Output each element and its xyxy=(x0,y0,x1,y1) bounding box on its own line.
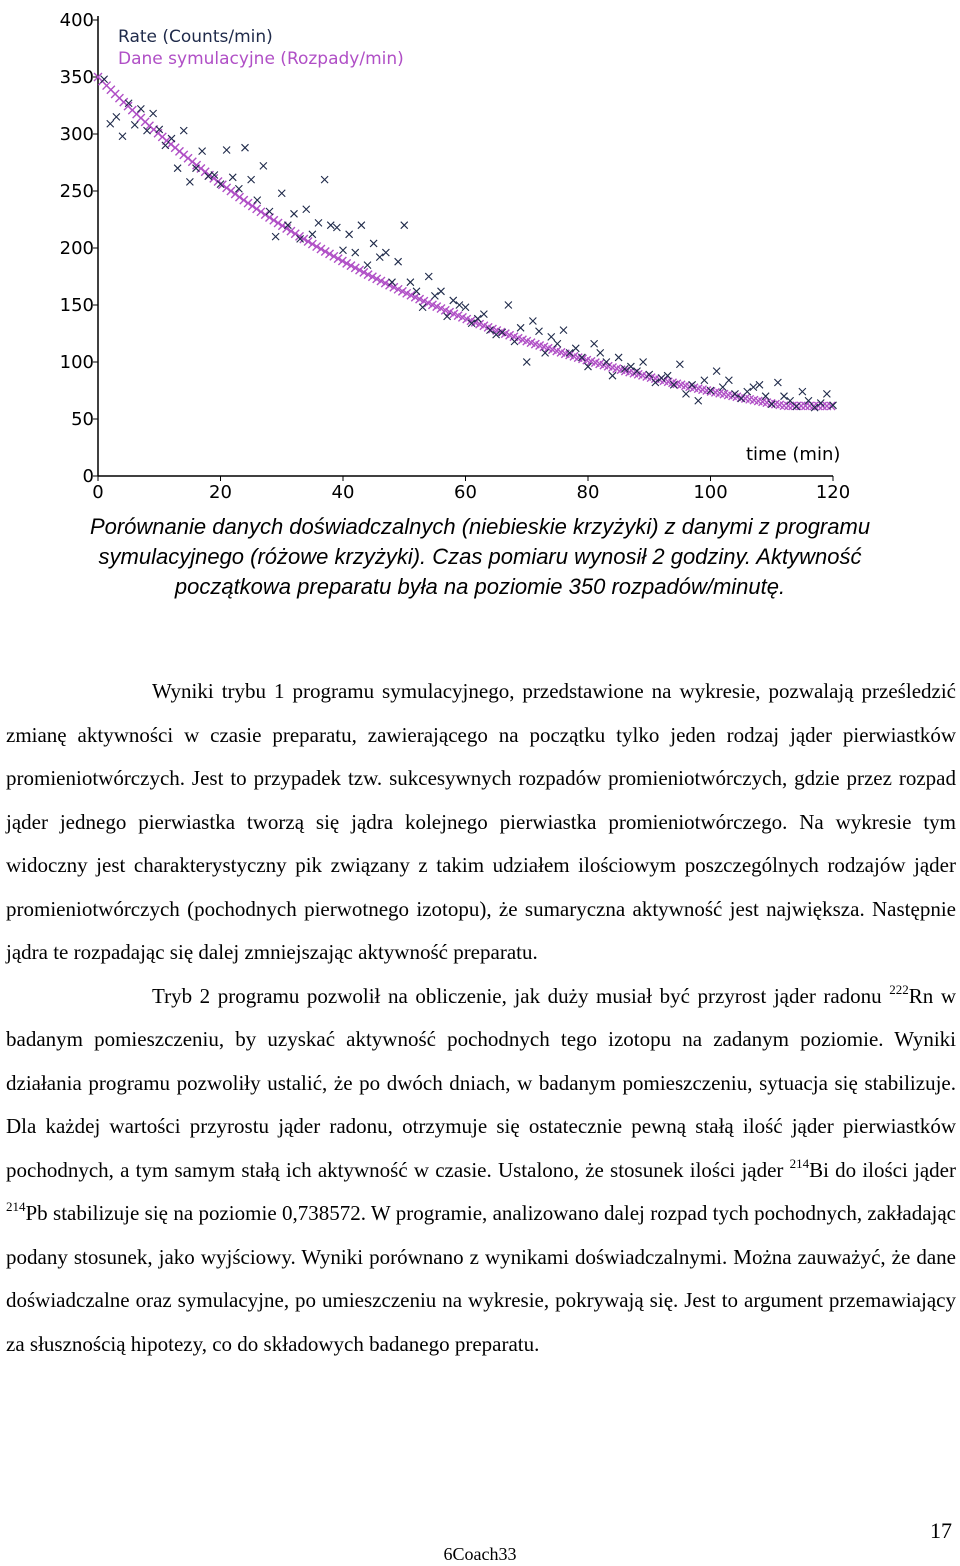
y-tick-label: 100 xyxy=(59,352,94,373)
data-point xyxy=(664,372,671,379)
data-point xyxy=(615,354,622,361)
data-point xyxy=(119,133,126,140)
x-tick-label: 20 xyxy=(209,482,232,503)
p2-text-2: Rn w badanym pomieszczeniu, by uzyskać aktywność pochodnych tego izotopu na zadanym poziomie. Wyniki działania programu pozwoliły ustalić, że po dwóch dniach, w badanym pomieszczeniu, sytuacja się stabilizuje. Dla każdej wartości przyrostu jąder radonu, otrzymuje się ostatecznie pewną stałą ilość jąder pierwiastków pochodnych, a tym samym stałą ich aktywność w czasie. Ustalono, że stosunek ilości jąder xyxy=(6,983,956,1182)
caption-line: początkowa preparatu była na poziomie 350 rozpadów/minutę. xyxy=(174,574,786,599)
data-point xyxy=(517,324,524,331)
sim-point xyxy=(227,187,235,195)
data-point xyxy=(315,219,322,226)
x-axis-label: time (min) xyxy=(746,444,841,465)
data-point xyxy=(572,345,579,352)
x-tick-label: 0 xyxy=(92,482,104,503)
data-point xyxy=(536,328,543,335)
data-point xyxy=(658,374,665,381)
data-point xyxy=(450,297,457,304)
sim-point xyxy=(270,216,278,224)
sim-point xyxy=(235,193,243,201)
data-point xyxy=(321,176,328,183)
isotope-mass-pb: 214 xyxy=(6,1199,26,1214)
data-point xyxy=(431,292,438,299)
sim-point xyxy=(223,184,231,192)
sim-point xyxy=(257,208,265,216)
data-point xyxy=(131,121,138,128)
sim-point xyxy=(819,402,827,410)
data-point xyxy=(113,113,120,120)
data-point xyxy=(358,222,365,229)
sim-point xyxy=(253,205,261,213)
y-tick-label: 350 xyxy=(59,67,94,88)
body-text xyxy=(6,670,956,1366)
isotope-mass-rn: 222 xyxy=(889,981,909,997)
data-point xyxy=(799,388,806,395)
data-point xyxy=(333,224,340,231)
x-tick-label: 100 xyxy=(693,482,728,503)
data-point xyxy=(382,249,389,256)
data-point xyxy=(425,273,432,280)
data-point xyxy=(523,359,530,366)
data-point xyxy=(346,231,353,238)
sim-point xyxy=(201,168,209,176)
data-point xyxy=(781,393,788,400)
data-point xyxy=(701,377,708,384)
data-point xyxy=(756,381,763,388)
y-tick-label: 250 xyxy=(59,181,94,202)
data-point xyxy=(291,210,298,217)
sim-point xyxy=(240,196,248,204)
figure-caption xyxy=(40,512,920,602)
data-point xyxy=(591,340,598,347)
paragraph-mode-2 xyxy=(6,975,956,1367)
data-point xyxy=(627,363,634,370)
y-tick-label: 400 xyxy=(59,10,94,31)
data-point xyxy=(407,279,414,286)
x-tick-label: 120 xyxy=(815,482,851,503)
p2-text-3: Bi do ilości jąder xyxy=(809,1157,956,1182)
data-point xyxy=(725,377,732,384)
data-point xyxy=(376,254,383,261)
y-tick-label: 150 xyxy=(59,295,94,316)
data-point xyxy=(419,304,426,311)
data-point xyxy=(750,384,757,391)
data-point xyxy=(744,388,751,395)
chart-legend xyxy=(118,27,404,69)
data-point xyxy=(254,197,261,204)
sim-point xyxy=(231,190,239,198)
data-point xyxy=(695,397,702,404)
sim-point xyxy=(274,219,282,227)
data-point xyxy=(340,247,347,254)
data-point xyxy=(260,162,267,169)
data-point xyxy=(529,317,536,324)
data-point xyxy=(327,222,334,229)
data-point xyxy=(597,349,604,356)
y-tick-label: 0 xyxy=(82,466,94,487)
page-number: 17 xyxy=(930,1518,952,1543)
data-point xyxy=(401,222,408,229)
data-point xyxy=(640,359,647,366)
data-point xyxy=(223,146,230,153)
legend-simulation: Dane symulacyjne (Rozpady/min) xyxy=(118,49,404,69)
sim-point xyxy=(304,238,312,246)
data-point xyxy=(309,231,316,238)
data-point xyxy=(266,208,273,215)
data-point xyxy=(609,372,616,379)
p2-text-1: Tryb 2 programu pozwolił na obliczenie, jak duży musiał być przyrost jąder radonu xyxy=(152,983,890,1008)
y-tick-label: 200 xyxy=(59,238,94,259)
data-point xyxy=(474,315,481,322)
data-point xyxy=(713,368,720,375)
data-point xyxy=(278,190,285,197)
data-point xyxy=(652,379,659,386)
sim-point xyxy=(248,202,256,210)
footer-label: 6Coach33 xyxy=(443,1544,517,1564)
data-point xyxy=(774,379,781,386)
data-point xyxy=(229,174,236,181)
data-point xyxy=(676,361,683,368)
data-point xyxy=(548,333,555,340)
data-point xyxy=(364,262,371,269)
legend-experimental: Rate (Counts/min) xyxy=(118,27,273,47)
data-point xyxy=(554,340,561,347)
data-point xyxy=(248,176,255,183)
data-point xyxy=(487,327,494,334)
data-point xyxy=(180,127,187,134)
data-point xyxy=(199,148,206,155)
simulation-series xyxy=(94,73,835,410)
data-point xyxy=(683,390,690,397)
data-point xyxy=(303,206,310,213)
data-point xyxy=(395,258,402,265)
x-tick-label: 40 xyxy=(331,482,355,503)
x-tick-label: 60 xyxy=(454,482,477,503)
chart-ticks xyxy=(60,10,851,503)
p2-text-4: Pb stabilizuje się na poziomie 0,738572. W programie, analizowano dalej rozpad tych pochodnych, zakładając podany stosunek, jako wyjściowy. Wyniki porównano z wynikami doświadczalnymi. Można zauważyć, że dane doświadczalne oraz symulacyjne, po umieszczeniu na wykresie, pokrywają się. Jest to argument przemawiający za słusznością hipotezy, co do składowych badanego preparatu. xyxy=(6,1201,956,1356)
data-point xyxy=(150,110,157,117)
caption-line: symulacyjnego (różowe krzyżyki). Czas pomiaru wynosił 2 godziny. Aktywność xyxy=(98,544,862,569)
y-tick-label: 300 xyxy=(59,124,94,145)
data-point xyxy=(505,302,512,309)
x-tick-label: 80 xyxy=(576,482,600,503)
data-point xyxy=(560,327,567,334)
data-point xyxy=(162,142,169,149)
data-point xyxy=(462,304,469,311)
data-point xyxy=(511,338,518,345)
sim-point xyxy=(261,211,269,219)
experimental-series xyxy=(101,76,837,411)
data-point xyxy=(480,311,487,318)
y-tick-label: 50 xyxy=(71,409,94,430)
paragraph-mode-1: Wyniki trybu 1 programu symulacyjnego, przedstawione na wykresie, pozwalają prześledzić zmianę aktywności w czasie preparatu, zawierającego na początku tylko jeden rodzaj jąder pierwiastków promieniotwórczych. Jest to przypadek tzw. sukcesywnych rozpadów promieniotwórczych, gdzie przez rozpad jąder jednego pierwiastka tworzą się jądra kolejnego pierwiastka promieniotwórczego. Na wykresie tym widoczny jest charakterystyczny pik związany z takim udziałem ilościowym poszczególnych rodzajów jąder promieniotwórczych (pochodnych pierwotnego izotopu), że sumaryczna aktywność jest największa. Następnie jądra te rozpadając się dalej zmniejszając aktywność preparatu. xyxy=(6,679,956,964)
data-point xyxy=(823,390,830,397)
data-point xyxy=(107,120,114,127)
caption-line: Porównanie danych doświadczalnych (niebieskie krzyżyki) z danymi z programu xyxy=(89,514,871,539)
data-point xyxy=(272,233,279,240)
data-point xyxy=(370,240,377,247)
isotope-mass-bi: 214 xyxy=(789,1155,810,1171)
data-point xyxy=(186,178,193,185)
data-point xyxy=(352,249,359,256)
data-point xyxy=(174,165,181,172)
data-point xyxy=(242,144,249,151)
data-point xyxy=(438,288,445,295)
data-point xyxy=(137,105,144,112)
sim-point xyxy=(308,240,316,248)
data-point xyxy=(456,302,463,309)
sim-point xyxy=(300,235,308,243)
data-point xyxy=(101,76,108,83)
chart-axes xyxy=(98,16,833,476)
decay-chart xyxy=(0,0,960,505)
sim-point xyxy=(244,199,252,207)
